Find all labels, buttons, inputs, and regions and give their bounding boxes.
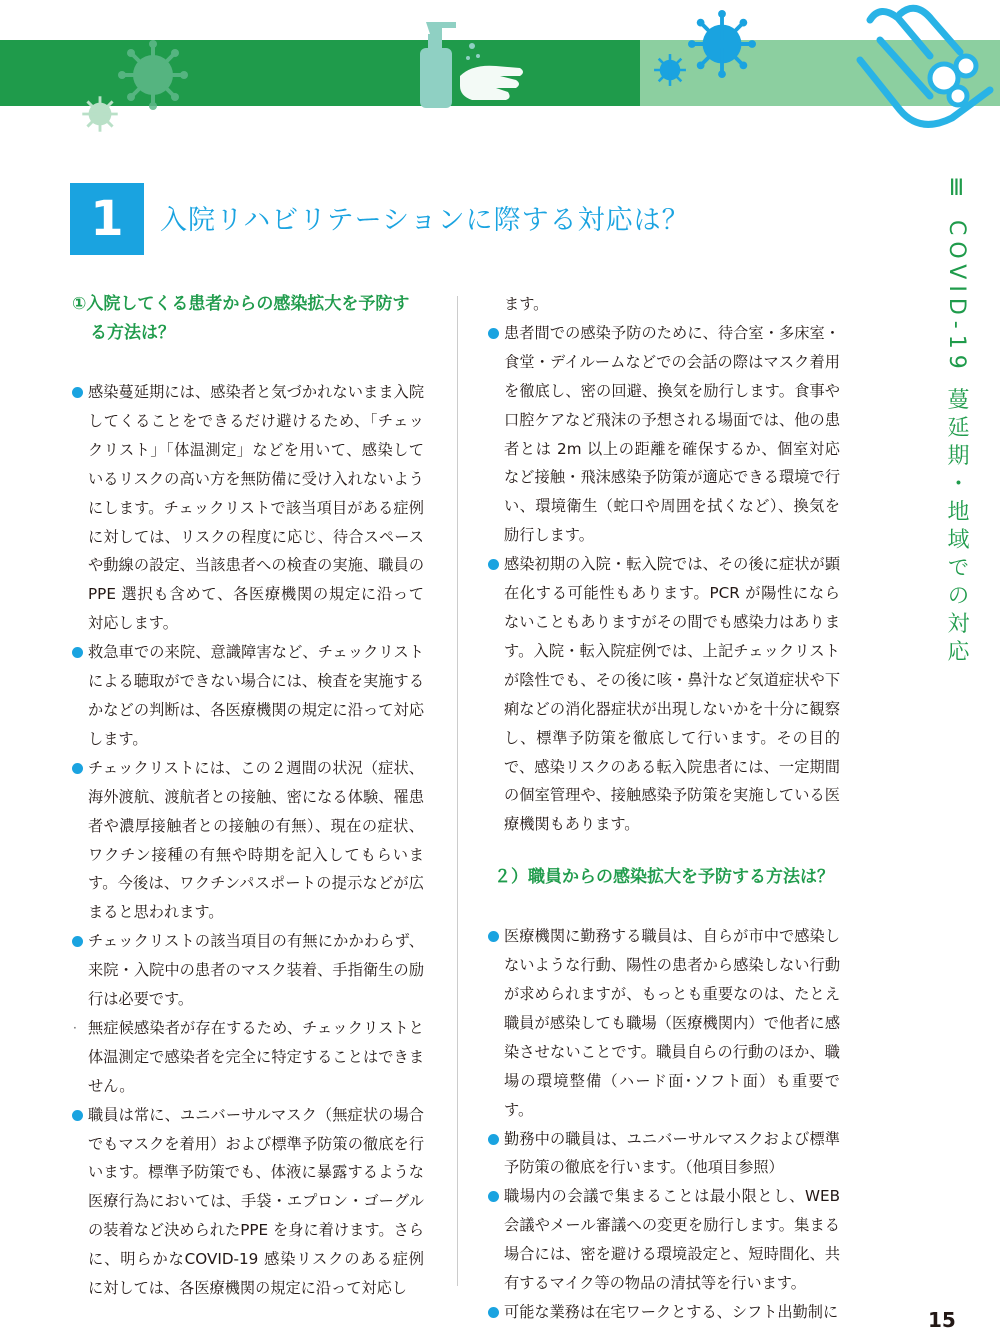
virus-icon <box>688 10 756 78</box>
bullet-dot-icon <box>72 1110 83 1121</box>
bullet-dot-icon <box>72 387 83 398</box>
section-number: 1 <box>70 183 144 255</box>
list-item: 職員は常に、ユニバーサルマスク（無症状の場合でもマスクを着用）および標準予防策の徹底を行います。標準予防策でも、体液に暴露するような医療行為においては、手袋・エプロン・ゴーグルの装着など決められたPPE を身に着けます。さらに、明らかなCOVID-19 感染リスクのある症例に対しては、各医療機関の規定に沿って対応し <box>72 1101 424 1303</box>
list-item: 患者間での感染予防のために、待合室・多床室・食堂・デイルームなどでの会話の際はマスク着用を徹底し、密の回避、換気を励行します。食事や口腔ケアなど飛沫の予想される場面では、他の患者とは 2m 以上の距離を確保するか、個室対応など接触・飛沫感染予防策が適応できる環境で行い、環境衛生（蛇口や周囲を拭くなど）、換気を励行します。 <box>488 319 840 550</box>
continued-text: ます。 <box>504 295 549 313</box>
hand-sanitizer-icon <box>412 16 532 108</box>
list-item: 救急車での来院、意識障害など、チェックリストによる聴取ができない場合には、検査を実施するかなどの判断は、各医療機関の規定に沿って対応します。 <box>72 638 424 754</box>
bullet-mark-icon: · <box>73 1020 77 1035</box>
list-item: チェックリストには、この２週間の状況（症状、海外渡航、渡航者との接触、密になる体験、罹患者や濃厚接触者との接触の有無）、現在の症状、ワクチン接種の有無や時期を記入してもらいます。今後は、ワクチンパスポートの提示などが広まると思われます。 <box>72 754 424 927</box>
right-column <box>488 290 840 1327</box>
bullet-dot-icon <box>72 647 83 658</box>
bullet-dot-icon <box>488 1307 499 1318</box>
bullet-dot-icon <box>72 936 83 947</box>
subsection-heading-1: ①入院してくる患者からの感染拡大を予防する方法は？ <box>72 294 410 343</box>
page-number: 15 <box>928 1308 956 1332</box>
bullet-dot-icon <box>488 931 499 942</box>
bullet-dot-icon <box>488 328 499 339</box>
list-item: 感染初期の入院・転入院では、その後に症状が顕在化する可能性もあります。PCR が陽性にならないこともありますがその間でも感染力はあります。入院・転入院症例では、上記チェックリストが陰性でも、その後に咳・鼻汁など気道症状や下痢などの消化器症状が出現しないかを十分に観察し、標準予防策を徹底して行います。その目的で、感染リスクのある転入院患者には、一定期間の個室管理や、接触感染予防策を実施している医療機関もあります。 <box>488 550 840 839</box>
virus-icon <box>80 94 120 134</box>
subsection-heading-2: ２）職員からの感染拡大を予防する方法は？ <box>494 867 834 888</box>
bullet-dot-icon <box>72 763 83 774</box>
bullet-dot-icon <box>488 559 499 570</box>
virus-icon <box>118 40 188 110</box>
bullet-dot-icon <box>488 1191 499 1202</box>
list-item: 勤務中の職員は、ユニバーサルマスクおよび標準予防策の徹底を行います。（他項目参照） <box>488 1125 840 1183</box>
list-item: チェックリストの該当項目の有無にかかわらず、来院・入院中の患者のマスク装着、手指衛生の励行は必要です。 <box>72 927 424 1014</box>
chapter-label: Ⅲ COVID-19 蔓延期・地域での対応 <box>944 176 969 668</box>
virus-icon <box>652 52 688 88</box>
column-divider <box>457 296 458 1286</box>
bullet-dot-icon <box>488 1134 499 1145</box>
list-item: 可能な業務は在宅ワークとする、シフト出勤制に <box>488 1298 840 1327</box>
section-title: 入院リハビリテーションに際する対応は？ <box>160 205 690 236</box>
list-item: 感染蔓延期には、感染者と気づかれないまま入院してくることをできるだけ避けるため、「チェックリスト」「体温測定」などを用いて、感染しているリスクの高い方を無防備に受け入れないようにします。チェックリストで該当項目がある症例に対しては、リスクの程度に応じ、待合スペースや動線の設定、当該患者への検査の実施、職員のPPE 選択も含めて、各医療機関の規定に沿って対応します。 <box>72 378 424 638</box>
list-item: 医療機関に勤務する職員は、自らが市中で感染しないような行動、陽性の患者から感染しない行動が求められますが、もっとも重要なのは、たとえ職員が感染しても職場（医療機関内）で他者に感染させないことです。職員自らの行動のほか、職場の環境整備（ハード面･ソフト面）も重要です。 <box>488 922 840 1124</box>
list-item: 職場内の会議で集まることは最小限とし、WEB会議やメール審議への変更を励行します。集まる場合には、密を避ける環境設定と、短時間化、共有するマイク等の物品の清拭等を行います。 <box>488 1182 840 1298</box>
hand-washing-icon <box>840 0 1000 150</box>
list-item: · 無症候感染者が存在するため、チェックリストと体温測定で感染者を完全に特定することはできません。 <box>72 1014 424 1101</box>
left-column <box>72 290 424 1303</box>
